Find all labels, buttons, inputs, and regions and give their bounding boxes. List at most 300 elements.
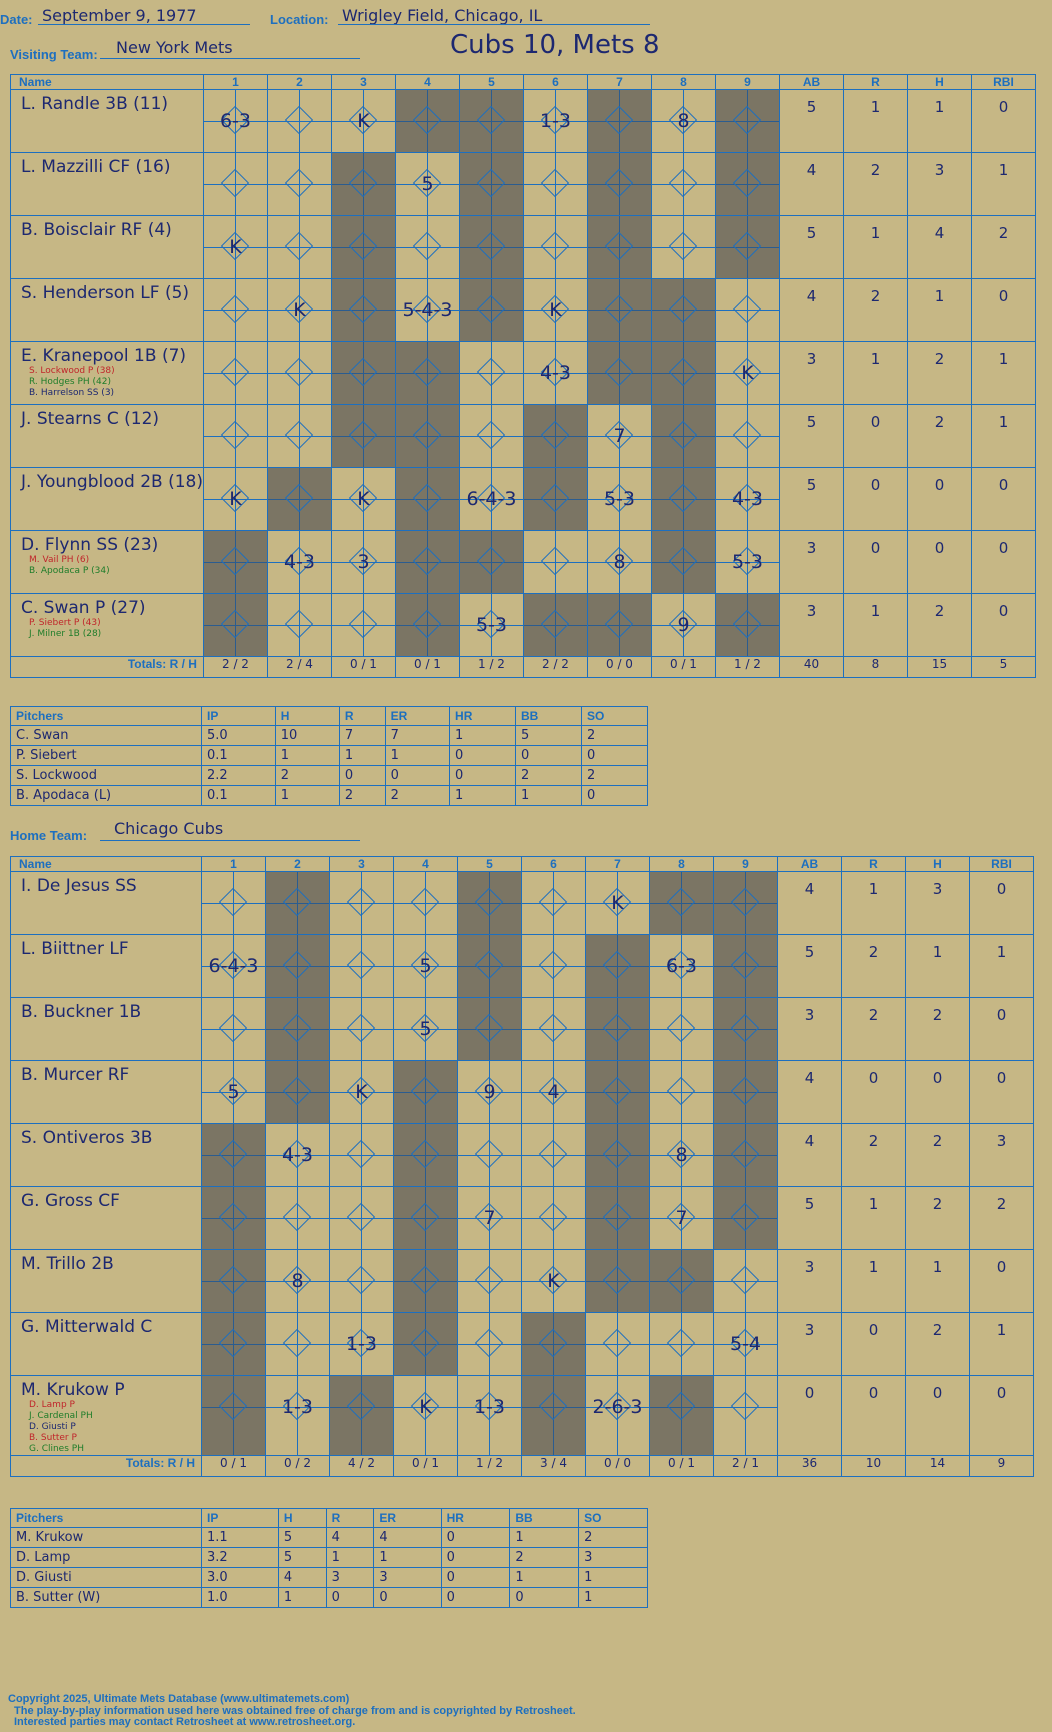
inning-cell [330,1313,394,1376]
base-diamond [285,610,313,638]
visitors-col-header: AB [779,75,843,90]
batting-stat: 1 [907,279,971,342]
batting-stat: 4 [778,872,842,935]
batter-name: B. Buckner 1B [21,1002,142,1022]
visitors-batter-row [11,153,1036,216]
inning-cell [714,1124,778,1187]
base-diamond [413,484,441,512]
inning-cell [714,1376,778,1456]
base-diamond [667,1392,695,1420]
play-result: 4-3 [539,362,571,384]
inning-total: 0 / 1 [395,657,459,678]
base-diamond [731,1014,759,1042]
base-diamond [477,547,505,575]
inning-cell [651,216,715,279]
base-diamond [477,358,505,386]
inning-cell [202,1250,266,1313]
base-diamond [285,232,313,260]
pitcher-row [11,726,648,746]
pitcher-row [11,1548,648,1568]
visitors-batter-row [11,405,1036,468]
pitching-stat: 2 [581,726,647,746]
inning-cell [523,279,587,342]
inning-cell [266,1250,330,1313]
base-diamond [347,951,375,979]
base-diamond [603,1203,631,1231]
batting-stat: 4 [778,1124,842,1187]
home-pitch-header: SO [579,1509,648,1528]
inning-cell [202,872,266,935]
visitors-pitch-header: R [339,707,385,726]
substitute-name: G. Clines PH [29,1444,84,1454]
pitcher-name: M. Krukow [11,1528,202,1548]
inning-cell [202,1187,266,1250]
inning-cell [394,1250,458,1313]
home-col-header: Name [11,857,202,872]
pitcher-name: S. Lockwood [11,766,202,786]
inning-total: 2 / 2 [203,657,267,678]
base-diamond [347,1266,375,1294]
date-label: Date: [0,12,33,27]
inning-total: 3 / 4 [522,1456,586,1477]
inning-cell [714,1187,778,1250]
batting-stat: 0 [970,1376,1034,1456]
batting-stat: 4 [907,216,971,279]
substitute-name: M. Vail PH (6) [29,555,90,565]
base-diamond [541,484,569,512]
pitching-stat: 0 [441,1588,510,1608]
inning-cell [203,342,267,405]
pitching-stat: 0 [516,746,582,766]
batting-stat: 0 [971,594,1035,657]
pitching-stat: 7 [385,726,449,746]
inning-cell [267,594,331,657]
home-team-label: Home Team: [10,828,88,843]
play-result: K [419,1396,432,1418]
base-diamond [347,1140,375,1168]
inning-cell [714,872,778,935]
batting-stat: 2 [842,1124,906,1187]
batting-stat: 5 [778,935,842,998]
inning-cell [586,1124,650,1187]
play-result: 9 [677,614,690,636]
pitcher-row [11,1588,648,1608]
visitors-batter-row [11,279,1036,342]
inning-cell [267,279,331,342]
home-col-header: H [906,857,970,872]
inning-cell [331,405,395,468]
total-stat: 9 [970,1456,1034,1477]
play-result: 7 [483,1207,496,1229]
inning-cell [458,1313,522,1376]
batter-name: L. Randle 3B (11) [21,94,169,114]
play-result: 9 [483,1081,496,1103]
visitors-pitching-table [10,706,648,806]
inning-cell [331,216,395,279]
inning-cell [587,405,651,468]
base-diamond [733,232,761,260]
pitching-stat: 2 [581,766,647,786]
batting-stat: 1 [842,1250,906,1313]
base-diamond [605,358,633,386]
batting-stat: 0 [971,468,1035,531]
batting-stat: 1 [906,1250,970,1313]
inning-cell [523,153,587,216]
inning-cell [650,1187,714,1250]
inning-cell [586,1061,650,1124]
inning-cell [522,1061,586,1124]
inning-cell [523,531,587,594]
inning-cell [395,216,459,279]
substitute-name: P. Siebert P (43) [29,618,101,628]
total-stat: 14 [906,1456,970,1477]
inning-cell [203,405,267,468]
base-diamond [603,1140,631,1168]
pitching-stat: 0.1 [202,746,276,766]
home-pitch-header: HR [441,1509,510,1528]
base-diamond [731,1140,759,1168]
home-batter-row [11,935,1034,998]
inning-cell [202,1124,266,1187]
pitcher-name: D. Lamp [11,1548,202,1568]
inning-cell [715,342,779,405]
inning-cell [459,342,523,405]
base-diamond [669,169,697,197]
inning-cell [714,935,778,998]
play-result: K [355,1081,368,1103]
base-diamond [221,547,249,575]
inning-cell [650,998,714,1061]
footer-contact: Interested parties may contact Retrosheet at www.retrosheet.org. [14,1716,356,1728]
batting-stat: 0 [778,1376,842,1456]
base-diamond [413,106,441,134]
batting-stat: 1 [970,1313,1034,1376]
home-col-header: RBI [970,857,1034,872]
batting-stat: 3 [779,342,843,405]
base-diamond [283,1329,311,1357]
pitching-stat: 1 [510,1568,579,1588]
inning-cell [394,1187,458,1250]
pitching-stat: 0 [339,766,385,786]
base-diamond [413,610,441,638]
batting-stat: 1 [971,405,1035,468]
pitching-stat: 5 [516,726,582,746]
base-diamond [283,951,311,979]
inning-total: 2 / 4 [267,657,331,678]
play-result: K [229,236,242,258]
play-result: 1-3 [539,110,571,132]
substitute-name: R. Hodges PH (42) [29,377,111,387]
substitute-name: B. Harrelson SS (3) [29,388,115,398]
visiting-team-label: Visiting Team: [10,47,98,62]
batting-stat: 3 [906,872,970,935]
home-batter-row [11,1061,1034,1124]
base-diamond [285,421,313,449]
visitors-col-header: 1 [203,75,267,90]
inning-cell [266,1061,330,1124]
home-col-header: 8 [650,857,714,872]
inning-cell [523,342,587,405]
play-result: 4-3 [281,1144,314,1166]
base-diamond [411,888,439,916]
batter-name: S. Ontiveros 3B [21,1128,153,1148]
inning-cell [523,90,587,153]
visiting-team-name: New York Mets [116,38,233,57]
batting-stat: 0 [842,1313,906,1376]
inning-cell [650,872,714,935]
batting-stat: 4 [779,279,843,342]
visitors-col-header: 2 [267,75,331,90]
base-diamond [667,1077,695,1105]
inning-cell [522,1187,586,1250]
inning-cell [394,1124,458,1187]
visitors-batter-row [11,90,1036,153]
batting-stat: 0 [842,1376,906,1456]
inning-total: 1 / 2 [459,657,523,678]
base-diamond [603,1014,631,1042]
batting-stat: 0 [906,1061,970,1124]
pitching-stat: 1 [516,786,582,806]
home-pitch-header: H [278,1509,326,1528]
inning-cell [522,1124,586,1187]
visitors-col-header: RBI [971,75,1035,90]
visitors-pitch-header: H [275,707,339,726]
play-result: 5-3 [603,488,635,510]
pitching-stat: 1 [579,1588,648,1608]
batting-stat: 0 [907,531,971,594]
home-scorecard [10,856,1034,1477]
batting-stat: 2 [970,1187,1034,1250]
visitors-col-header: 7 [587,75,651,90]
pitching-stat: 1.1 [202,1528,279,1548]
batting-stat: 0 [970,1250,1034,1313]
play-result: 5 [421,173,434,195]
batting-stat: 3 [970,1124,1034,1187]
base-diamond [347,1392,375,1420]
base-diamond [411,1077,439,1105]
batting-stat: 2 [971,216,1035,279]
batting-stat: 3 [778,1313,842,1376]
inning-cell [203,468,267,531]
batting-stat: 0 [843,468,907,531]
base-diamond [731,1203,759,1231]
base-diamond [283,888,311,916]
batting-stat: 5 [779,468,843,531]
batting-stat: 0 [971,279,1035,342]
batting-stat: 1 [971,153,1035,216]
inning-cell [715,405,779,468]
base-diamond [669,358,697,386]
home-col-header: 1 [202,857,266,872]
play-result: 8 [291,1270,304,1292]
play-result: 6-3 [665,955,698,977]
base-diamond [475,888,503,916]
substitute-name: D. Lamp P [29,1400,75,1410]
substitute-name: B. Apodaca P (34) [29,566,110,576]
play-result: 6-4-3 [208,955,259,977]
inning-cell [651,279,715,342]
game-location: Wrigley Field, Chicago, IL [342,6,543,25]
total-stat: 40 [779,657,843,678]
batting-stat: 2 [907,405,971,468]
inning-cell [715,468,779,531]
substitute-name: J. Milner 1B (28) [29,629,102,639]
home-col-header: R [842,857,906,872]
batting-stat: 0 [970,998,1034,1061]
batting-stat: 5 [778,1187,842,1250]
inning-cell [330,1376,394,1456]
base-diamond [733,169,761,197]
play-result: K [611,892,624,914]
base-diamond [541,421,569,449]
home-col-header: 5 [458,857,522,872]
inning-cell [330,1124,394,1187]
inning-cell [586,1376,650,1456]
inning-total: 0 / 0 [586,1456,650,1477]
inning-cell [331,153,395,216]
home-batter-row [11,872,1034,935]
batting-stat: 2 [907,594,971,657]
inning-cell [458,1187,522,1250]
batting-stat: 3 [779,594,843,657]
play-result: K [357,110,370,132]
pitcher-name: C. Swan [11,726,202,746]
home-batter-row [11,1313,1034,1376]
visitors-col-header: 3 [331,75,395,90]
inning-cell [395,468,459,531]
final-score: Cubs 10, Mets 8 [450,30,660,60]
pitching-stat: 0 [450,766,516,786]
batter-name: J. Stearns C (12) [21,409,160,429]
inning-cell [394,998,458,1061]
inning-cell [202,998,266,1061]
pitching-stat: 4 [326,1528,374,1548]
inning-cell [458,1250,522,1313]
base-diamond [539,1329,567,1357]
visitors-pitch-header: IP [202,707,276,726]
base-diamond [413,421,441,449]
base-diamond [221,421,249,449]
pitching-stat: 1 [326,1548,374,1568]
batting-stat: 2 [906,1124,970,1187]
inning-cell [267,342,331,405]
home-col-header: 2 [266,857,330,872]
base-diamond [411,1140,439,1168]
pitching-stat: 2 [510,1548,579,1568]
total-stat: 5 [971,657,1035,678]
inning-cell [523,468,587,531]
base-diamond [221,358,249,386]
batter-name: M. Trillo 2B [21,1254,114,1274]
home-batter-row [11,1376,1034,1456]
pitching-stat: 0 [326,1588,374,1608]
base-diamond [539,1203,567,1231]
base-diamond [603,1266,631,1294]
home-team-name: Chicago Cubs [114,819,224,838]
pitching-stat: 3.2 [202,1548,279,1568]
batter-name: S. Henderson LF (5) [21,283,190,303]
base-diamond [477,421,505,449]
pitching-stat: 1 [385,746,449,766]
inning-cell [394,1376,458,1456]
visitors-col-header: H [907,75,971,90]
inning-cell [458,872,522,935]
base-diamond [219,1140,247,1168]
home-batter-row [11,1124,1034,1187]
inning-cell [266,998,330,1061]
pitching-stat: 3 [374,1568,441,1588]
inning-cell [395,594,459,657]
batting-stat: 4 [778,1061,842,1124]
batting-stat: 0 [970,1061,1034,1124]
pitching-stat: 1 [450,786,516,806]
pitching-stat: 4 [278,1568,326,1588]
base-diamond [283,1077,311,1105]
pitching-stat: 1 [275,746,339,766]
batting-stat: 2 [842,998,906,1061]
base-diamond [219,1014,247,1042]
batter-name: B. Boisclair RF (4) [21,220,172,240]
play-result: 8 [675,1144,688,1166]
inning-cell [587,216,651,279]
visitors-col-header: 8 [651,75,715,90]
visitors-scorecard [10,74,1036,678]
inning-cell [587,468,651,531]
visitors-col-header: 5 [459,75,523,90]
play-result: 1-3 [281,1396,314,1418]
batting-stat: 0 [907,468,971,531]
inning-cell [459,216,523,279]
play-result: 4-3 [283,551,315,573]
inning-cell [651,531,715,594]
inning-cell [523,594,587,657]
base-diamond [603,951,631,979]
total-stat: 36 [778,1456,842,1477]
inning-cell [715,216,779,279]
inning-cell [331,468,395,531]
inning-total: 0 / 1 [202,1456,266,1477]
inning-cell [586,872,650,935]
inning-cell [267,90,331,153]
home-col-header: 3 [330,857,394,872]
base-diamond [221,610,249,638]
inning-cell [587,90,651,153]
base-diamond [669,295,697,323]
inning-cell [651,342,715,405]
inning-cell [266,1124,330,1187]
base-diamond [603,1329,631,1357]
visitors-batter-row [11,342,1036,405]
pitcher-row [11,1568,648,1588]
base-diamond [411,1203,439,1231]
home-batter-row [11,1250,1034,1313]
batting-stat: 1 [843,594,907,657]
inning-cell [650,1313,714,1376]
visitors-pitch-header: Pitchers [11,707,202,726]
inning-cell [331,342,395,405]
base-diamond [731,1266,759,1294]
play-result: K [357,488,370,510]
inning-cell [586,1187,650,1250]
play-result: 6-3 [219,110,251,132]
inning-cell [715,279,779,342]
inning-cell [330,872,394,935]
pitching-stat: 0 [510,1588,579,1608]
base-diamond [541,547,569,575]
inning-cell [330,1187,394,1250]
inning-total: 4 / 2 [330,1456,394,1477]
play-result: 6-4-3 [466,488,517,510]
